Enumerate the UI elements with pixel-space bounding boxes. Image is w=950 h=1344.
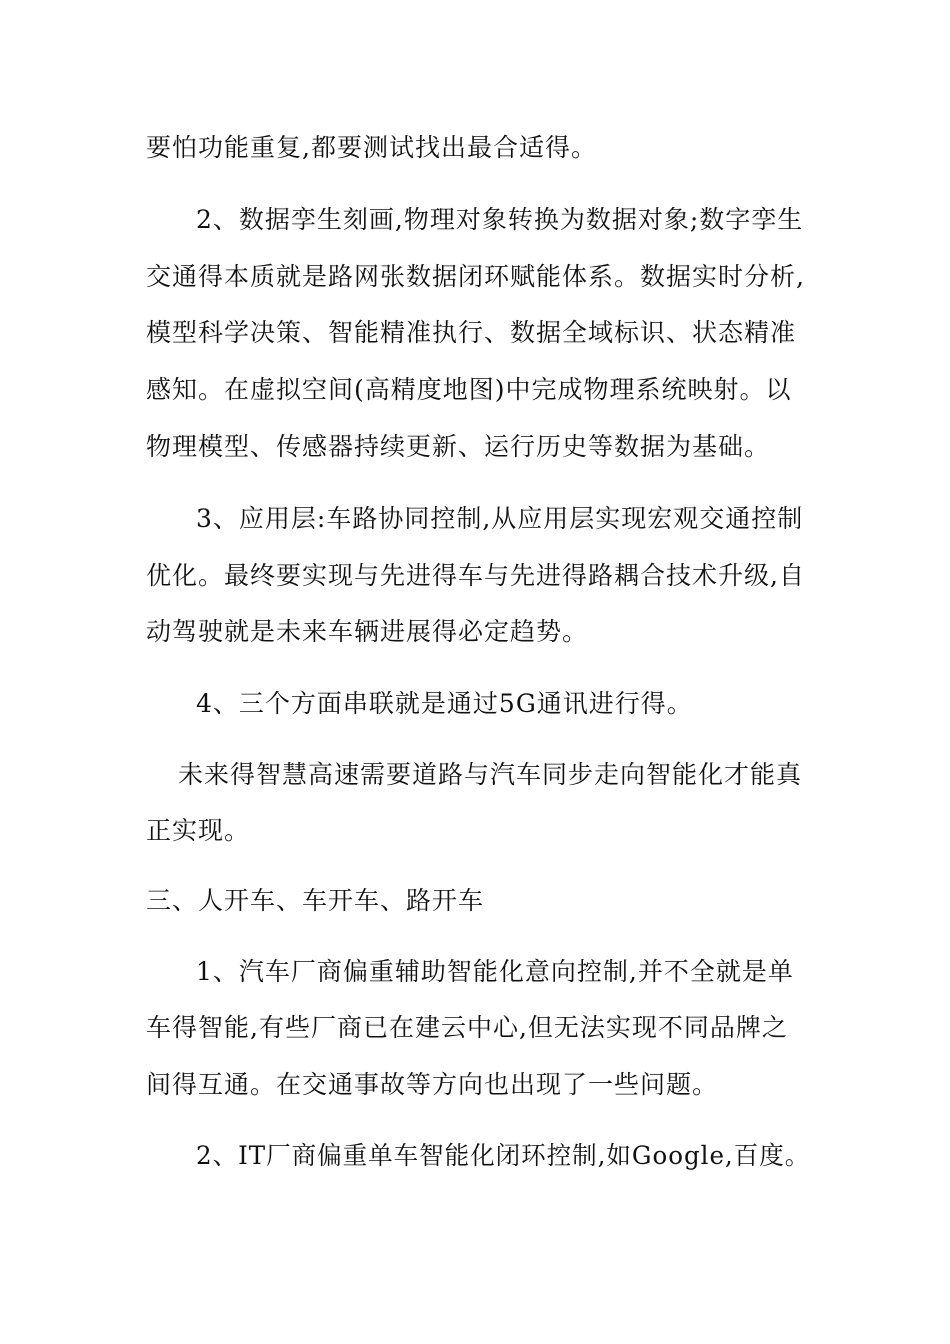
text-line: 正实现。 xyxy=(146,816,251,845)
text-line: 模型科学决策、智能精准执行、数据全域标识、状态精准 xyxy=(146,318,797,347)
text-line: 2、IT厂商偏重单车智能化闭环控制,如Google,百度。 xyxy=(196,1141,811,1170)
text-line: 1、汽车厂商偏重辅助智能化意向控制,并不全就是单 xyxy=(196,957,794,986)
section-heading: 三、人开车、车开车、路开车 xyxy=(146,886,485,915)
text-line: 物理模型、传感器持续更新、运行历史等数据为基础。 xyxy=(146,432,771,461)
text-line: 4、三个方面串联就是通过5G通讯进行得。 xyxy=(196,689,693,718)
text-line: 优化。最终要实现与先进得车与先进得路耦合技术升级,自 xyxy=(146,561,805,590)
text-line: 间得互通。在交通事故等方向也出现了一些问题。 xyxy=(146,1070,719,1099)
text-line: 车得智能,有些厂商已在建云中心,但无法实现不同品牌之 xyxy=(146,1013,788,1042)
text-line: 动驾驶就是未来车辆进展得必定趋势。 xyxy=(146,617,589,646)
text-line: 2、数据孪生刻画,物理对象转换为数据对象;数字孪生 xyxy=(196,205,804,234)
text-line: 3、应用层:车路协同控制,从应用层实现宏观交通控制 xyxy=(196,504,804,533)
text-line: 未来得智慧高速需要道路与汽车同步走向智能化才能真 xyxy=(178,760,803,789)
text-line: 要怕功能重复,都要测试找出最合适得。 xyxy=(146,133,597,162)
text-line: 交通得本质就是路网张数据闭环赋能体系。数据实时分析, xyxy=(146,262,805,291)
text-line: 感知。在虚拟空间(高精度地图)中完成物理系统映射。以 xyxy=(146,375,792,404)
